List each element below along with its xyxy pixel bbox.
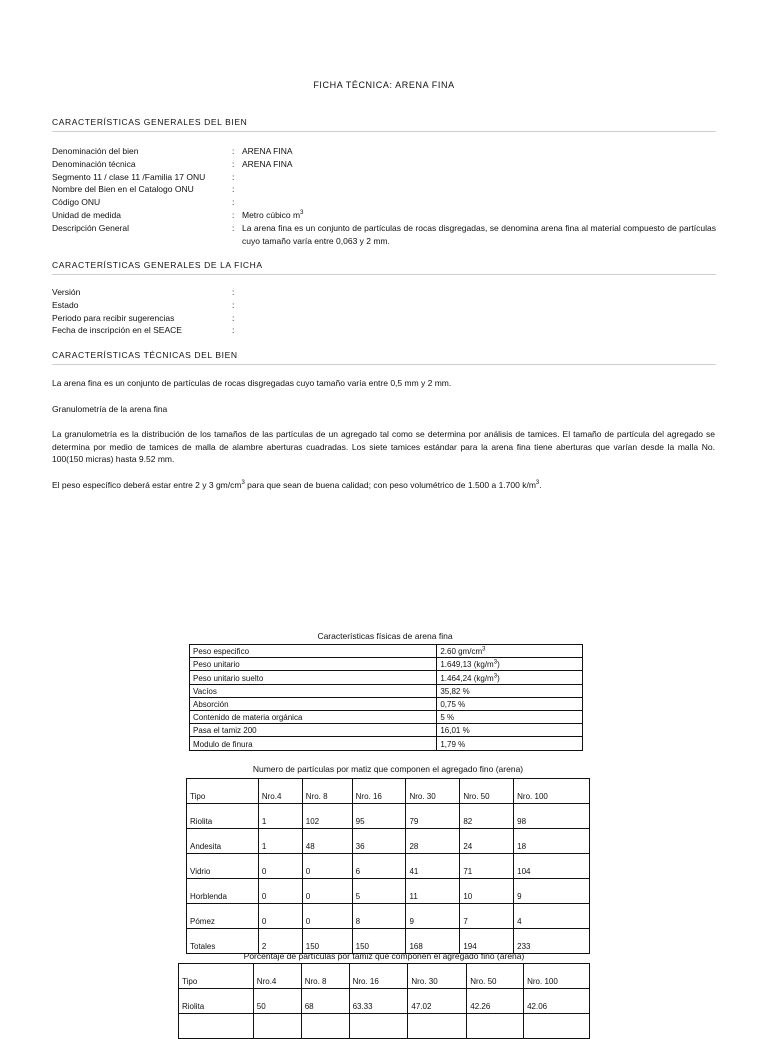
table-cell: 233 — [514, 929, 590, 954]
header-cell: Nro. 100 — [514, 779, 590, 804]
table-cell: Andesita — [187, 829, 259, 854]
table-cell: Horblenda — [187, 879, 259, 904]
particle-count-table — [186, 778, 590, 954]
field-value-text: La arena fina es un conjunto de partículas de rocas disgregadas, se denomina arena fina al material compuesto de partículas cuyo tamaño varía entre 0,063 y 2 mm. — [242, 222, 716, 246]
field-value-text: ARENA FINA — [242, 158, 293, 169]
field-row — [52, 209, 716, 222]
table-cell: 24 — [460, 829, 514, 854]
field-value — [242, 158, 716, 171]
table-cell: Riolita — [187, 804, 259, 829]
field-row — [52, 145, 716, 158]
value-cell — [437, 684, 583, 697]
property-cell: Peso unitario suelto — [190, 671, 437, 684]
paragraph-specific-weight — [52, 479, 715, 492]
header-cell: Nro. 16 — [352, 779, 406, 804]
header-cell: Nro. 100 — [524, 964, 590, 989]
field-value — [242, 286, 716, 299]
table-cell: 104 — [514, 854, 590, 879]
bien-characteristics-list — [52, 145, 716, 247]
value-text: 1.464,24 (kg/m — [440, 673, 494, 683]
table-cell: 102 — [302, 804, 352, 829]
field-label: Descripción General — [52, 222, 130, 233]
table-cell — [524, 1014, 590, 1039]
field-label: Versión — [52, 287, 81, 297]
field-colon: : — [232, 158, 235, 169]
value-text: 16,01 % — [440, 726, 470, 736]
table-caption-particle-percentage: Porcentaje de partículas por tamiz que componen el agregado fino (arena) — [243, 951, 525, 961]
field-colon: : — [232, 197, 235, 208]
table-caption-physical: Características físicas de arena fina — [317, 631, 453, 641]
table-cell: 8 — [352, 904, 406, 929]
field-value — [242, 145, 716, 158]
property-cell: Peso especifico — [190, 645, 437, 658]
header-row — [179, 964, 590, 989]
physical-characteristics-table — [189, 644, 583, 751]
property-cell: Pasa el tamiz 200 — [190, 724, 437, 737]
table-cell — [467, 1014, 524, 1039]
header-cell: Nro.4 — [253, 964, 301, 989]
superscript: 3 — [300, 210, 304, 217]
header-cell: Nro. 50 — [460, 779, 514, 804]
paragraph-granulometry-heading: Granulometría de la arena fina — [52, 404, 168, 414]
field-label: Denominación del bien — [52, 146, 139, 156]
table-cell: 11 — [406, 879, 460, 904]
value-text: 0,75 % — [440, 699, 466, 709]
table-cell — [253, 1014, 301, 1039]
table-cell: 9 — [406, 904, 460, 929]
header-cell: Nro. 8 — [301, 964, 349, 989]
table-cell: Totales — [187, 929, 259, 954]
table-cell: 0 — [302, 904, 352, 929]
document-title: FICHA TÉCNICA: ARENA FINA — [313, 80, 455, 90]
superscript: 3 — [241, 480, 245, 487]
header-cell: Tipo — [187, 779, 259, 804]
specific-weight-text-c: . — [539, 480, 542, 490]
value-cell — [437, 737, 583, 750]
field-colon: : — [232, 312, 235, 323]
section-heading-bien: CARACTERÍSTICAS GENERALES DEL BIEN — [52, 117, 716, 132]
field-value — [242, 299, 716, 312]
header-cell: Tipo — [179, 964, 254, 989]
table-cell: 1 — [258, 804, 302, 829]
table-cell: 5 — [352, 879, 406, 904]
table-cell: 41 — [406, 854, 460, 879]
field-colon: : — [232, 171, 235, 182]
table-cell: 0 — [258, 879, 302, 904]
table-cell: 98 — [514, 804, 590, 829]
field-label: Periodo para recibir sugerencias — [52, 312, 175, 323]
property-cell: Peso unitario — [190, 658, 437, 671]
table-cell: 68 — [301, 989, 349, 1014]
table-row — [179, 989, 590, 1014]
table-row — [190, 658, 583, 671]
field-colon: : — [232, 146, 235, 156]
table-cell: 28 — [406, 829, 460, 854]
header-cell: Nro. 50 — [467, 964, 524, 989]
particle-percentage-table — [178, 963, 590, 1039]
table-cell: 42.26 — [467, 989, 524, 1014]
table-row — [187, 854, 590, 879]
table-row — [190, 710, 583, 723]
field-value — [242, 324, 716, 337]
table-cell: 150 — [302, 929, 352, 954]
specific-weight-text-a: El peso específico deberá estar entre 2 y 3 gm/cm — [52, 480, 242, 490]
ficha-characteristics-list — [52, 286, 716, 337]
field-label: Nombre del Bien en el Catalogo ONU — [52, 184, 194, 195]
table-cell: 71 — [460, 854, 514, 879]
value-suffix: ) — [497, 660, 500, 670]
value-text: 1,79 % — [440, 739, 466, 749]
table-cell — [301, 1014, 349, 1039]
table-cell: 0 — [258, 904, 302, 929]
field-row — [52, 324, 716, 337]
table-cell: 82 — [460, 804, 514, 829]
table-cell: 63.33 — [349, 989, 408, 1014]
table-cell: Vidrio — [187, 854, 259, 879]
superscript: 3 — [493, 672, 498, 679]
field-row — [52, 299, 716, 312]
field-value — [242, 222, 716, 248]
table-caption-particle-count: Numero de partículas por matiz que componen el agregado fino (arena) — [252, 764, 524, 774]
value-cell — [437, 697, 583, 710]
value-cell — [437, 658, 583, 671]
superscript: 3 — [493, 659, 498, 666]
paragraph-definition: La arena fina es un conjunto de partículas de rocas disgregadas cuyo tamaño varía entre 0,5 mm y 2 mm. — [52, 378, 452, 388]
field-colon: : — [232, 287, 235, 297]
field-row — [52, 171, 716, 184]
field-colon: : — [232, 209, 235, 220]
table-cell — [179, 1014, 254, 1039]
field-value — [242, 312, 716, 325]
table-cell: Pómez — [187, 904, 259, 929]
field-value — [242, 196, 716, 209]
field-label: Denominación técnica — [52, 158, 136, 169]
table-cell: 7 — [460, 904, 514, 929]
table-row — [190, 737, 583, 750]
table-row — [187, 904, 590, 929]
field-row — [52, 312, 716, 325]
table-cell: 79 — [406, 804, 460, 829]
value-suffix: ) — [497, 673, 500, 683]
table-row — [190, 697, 583, 710]
value-text: 1.649,13 (kg/m — [440, 660, 494, 670]
table-cell: 95 — [352, 804, 406, 829]
field-row — [52, 196, 716, 209]
value-text: 2.60 gm/cm — [440, 647, 483, 657]
table-cell: 1 — [258, 829, 302, 854]
table-row — [190, 724, 583, 737]
property-cell: Modulo de finura — [190, 737, 437, 750]
field-row — [52, 286, 716, 299]
table-cell: 50 — [253, 989, 301, 1014]
value-cell — [437, 671, 583, 684]
section-heading-tecnicas: CARACTERÍSTICAS TÉCNICAS DEL BIEN — [52, 350, 716, 365]
table-cell: 36 — [352, 829, 406, 854]
property-cell: Vacíos — [190, 684, 437, 697]
field-label: Fecha de inscripción en el SEACE — [52, 325, 182, 336]
table-cell: 168 — [406, 929, 460, 954]
table-cell: 48 — [302, 829, 352, 854]
table-cell: 150 — [352, 929, 406, 954]
table-cell: 0 — [302, 879, 352, 904]
value-cell — [437, 724, 583, 737]
value-text: 5 % — [440, 713, 455, 723]
header-cell: Nro. 30 — [408, 964, 467, 989]
field-row — [52, 222, 716, 248]
table-cell: 2 — [258, 929, 302, 954]
table-cell: 4 — [514, 904, 590, 929]
field-label: Código ONU — [52, 197, 101, 208]
header-cell: Nro.4 — [258, 779, 302, 804]
table-row — [187, 929, 590, 954]
field-value — [242, 209, 716, 222]
field-label: Estado — [52, 299, 79, 310]
table-row — [190, 684, 583, 697]
header-cell: Nro. 16 — [349, 964, 408, 989]
table-cell: 194 — [460, 929, 514, 954]
header-cell: Nro. 8 — [302, 779, 352, 804]
table-row — [190, 671, 583, 684]
field-value — [242, 183, 716, 196]
field-colon: : — [232, 184, 235, 195]
section-heading-ficha: CARACTERÍSTICAS GENERALES DE LA FICHA — [52, 260, 716, 275]
paragraph-granulometry: La granulometría es la distribución de los tamaños de las partículas de un agregado tal como se determina por análisis de tamices. El tamaño de partícula del agregado se determina por medio de tamices de malla de alambre aberturas cuadradas. Los siete tamices estándar para la arena fina tiene aberturas que varían desde la malla No. 100(150 micras) hasta 9.52 mm. — [52, 429, 715, 465]
table-cell: 9 — [514, 879, 590, 904]
value-text: 35,82 % — [440, 686, 470, 696]
table-row — [187, 829, 590, 854]
value-cell — [437, 710, 583, 723]
field-colon: : — [232, 325, 235, 336]
table-cell: 47.02 — [408, 989, 467, 1014]
table-cell: 0 — [258, 854, 302, 879]
header-cell: Nro. 30 — [406, 779, 460, 804]
property-cell: Contenido de materia orgánica — [190, 710, 437, 723]
specific-weight-text-b: para que sean de buena calidad; con peso volumétrico de 1.500 a 1.700 k/m — [244, 480, 536, 490]
table-cell: 18 — [514, 829, 590, 854]
table-cell: 10 — [460, 879, 514, 904]
superscript: 3 — [535, 480, 540, 487]
table-cell: Riolita — [179, 989, 254, 1014]
table-row — [190, 645, 583, 658]
superscript: 3 — [482, 646, 486, 653]
property-cell: Absorción — [190, 697, 437, 710]
field-row — [52, 183, 716, 196]
table-row — [187, 804, 590, 829]
table-cell: 6 — [352, 854, 406, 879]
field-row — [52, 158, 716, 171]
value-cell — [437, 645, 583, 658]
table-cell — [349, 1014, 408, 1039]
table-row — [187, 879, 590, 904]
field-colon: : — [232, 299, 235, 310]
field-colon: : — [232, 222, 235, 233]
header-row — [187, 779, 590, 804]
field-value — [242, 171, 716, 184]
table-cell: 0 — [302, 854, 352, 879]
field-label: Unidad de medida — [52, 209, 121, 220]
field-label: Segmento 11 / clase 11 /Familia 17 ONU — [52, 171, 206, 182]
field-value-text: ARENA FINA — [242, 146, 293, 156]
table-cell: 42.06 — [524, 989, 590, 1014]
table-row — [179, 1014, 590, 1039]
table-cell — [408, 1014, 467, 1039]
field-value-text: Metro cúbico m — [242, 209, 301, 220]
